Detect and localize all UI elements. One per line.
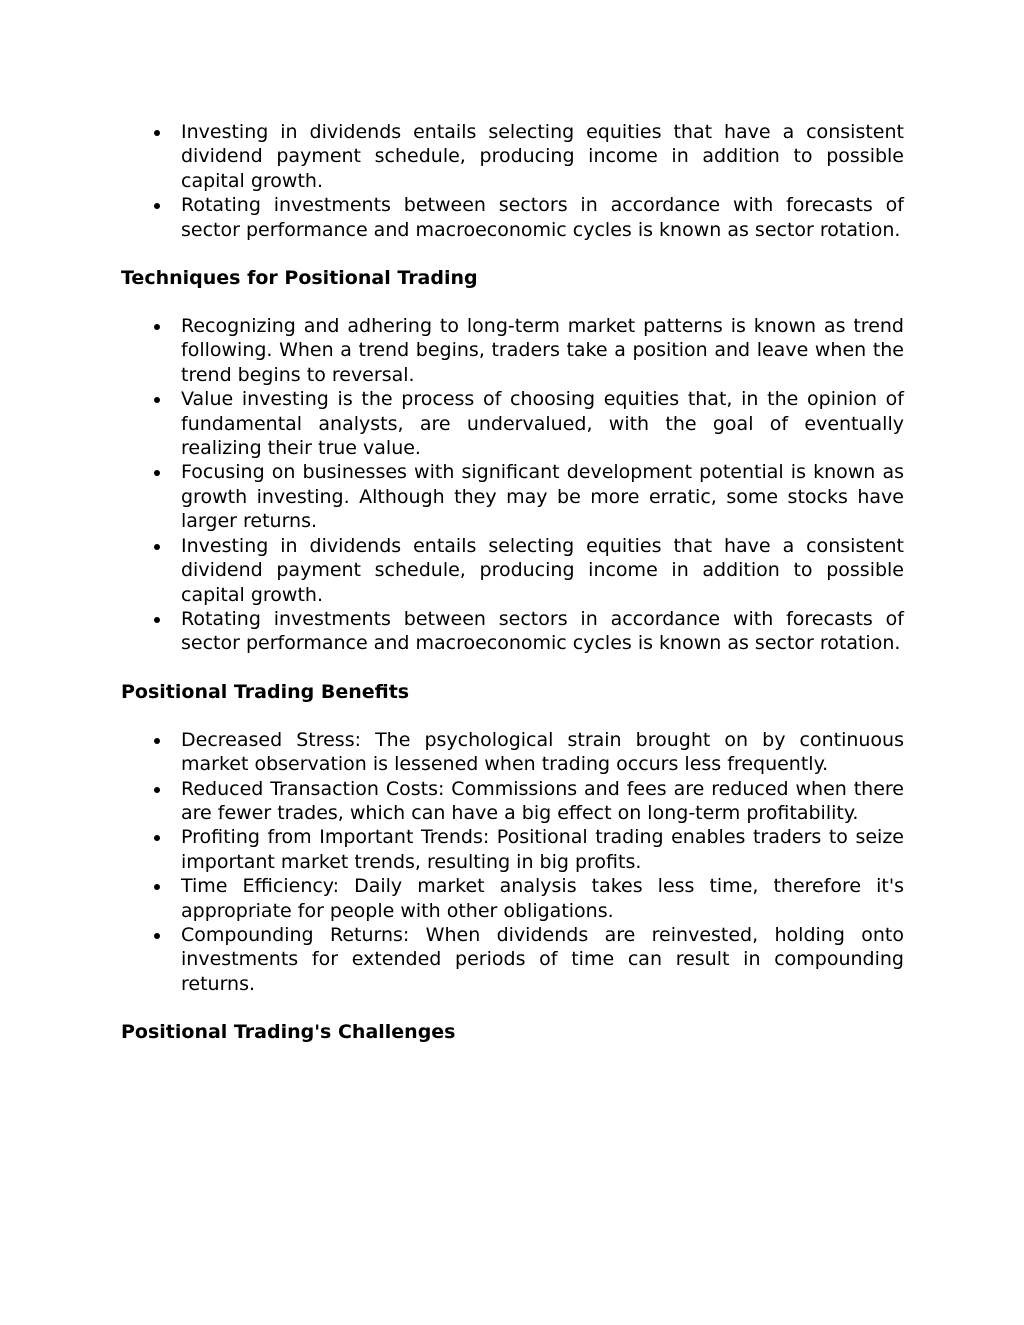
bullet-list-techniques: [121, 314, 904, 656]
list-item: Reduced Transaction Costs: Commissions and fees are reduced when there are fewer trades, which can have a big effect on long-term profitability.: [121, 777, 904, 826]
bullet-list-benefits: [121, 728, 904, 996]
list-item: Decreased Stress: The psychological strain brought on by continuous market observation is lessened when trading occurs less frequently.: [121, 728, 904, 777]
list-item: Investing in dividends entails selecting equities that have a consistent dividend payment schedule, producing income in addition to possible capital growth.: [121, 120, 904, 193]
document-page: [121, 120, 904, 1044]
section-heading-benefits: Positional Trading Benefits: [121, 680, 410, 703]
list-item: Rotating investments between sectors in accordance with forecasts of sector performance and macroeconomic cycles is known as sector rotation.: [121, 193, 904, 242]
list-item: Time Efficiency: Daily market analysis takes less time, therefore it's appropriate for people with other obligations.: [121, 874, 904, 923]
list-item: Profiting from Important Trends: Positional trading enables traders to seize important market trends, resulting in big profits.: [121, 825, 904, 874]
list-item: Investing in dividends entails selecting equities that have a consistent dividend payment schedule, producing income in addition to possible capital growth.: [121, 534, 904, 607]
section-heading-techniques: Techniques for Positional Trading: [121, 267, 478, 290]
list-item: Rotating investments between sectors in accordance with forecasts of sector performance and macroeconomic cycles is known as sector rotation.: [121, 607, 904, 656]
bullet-list-intro: [121, 120, 904, 242]
list-item: Compounding Returns: When dividends are reinvested, holding onto investments for extended periods of time can result in compounding returns.: [121, 923, 904, 996]
list-item: Value investing is the process of choosing equities that, in the opinion of fundamental analysts, are undervalued, with the goal of eventually realizing their true value.: [121, 387, 904, 460]
section-heading-challenges: Positional Trading's Challenges: [121, 1021, 456, 1044]
list-item: Focusing on businesses with significant development potential is known as growth investing. Although they may be more erratic, some stocks have larger returns.: [121, 460, 904, 533]
list-item: Recognizing and adhering to long-term market patterns is known as trend following. When a trend begins, traders take a position and leave when the trend begins to reversal.: [121, 314, 904, 387]
